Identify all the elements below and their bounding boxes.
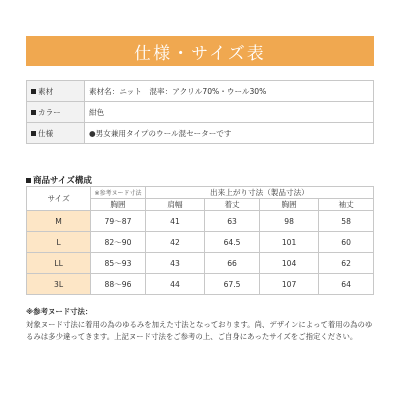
size-cell: M (27, 211, 91, 232)
size-column-header: サイズ (27, 187, 91, 211)
table-cell: 67.5 (205, 274, 260, 295)
spec-value-material: 素材名：ニット 混率：アクリル70%・ウール30% (85, 81, 374, 102)
note-title: ※参考ヌード寸法： (26, 307, 93, 316)
table-cell: 101 (259, 232, 318, 253)
column-header: 着丈 (205, 199, 260, 211)
spec-value-spec: ●男女兼用タイプのウール混セーターです (85, 123, 374, 144)
table-row (27, 211, 374, 232)
table-cell: 41 (145, 211, 204, 232)
table-cell: 79〜87 (91, 211, 146, 232)
column-header: 肩幅 (145, 199, 204, 211)
size-cell: LL (27, 253, 91, 274)
finished-measure-header: 出来上がり寸法（製品寸法） (145, 187, 373, 199)
table-cell: 43 (145, 253, 204, 274)
table-cell: 63 (205, 211, 260, 232)
spec-row-color (27, 102, 374, 123)
table-row (27, 232, 374, 253)
table-cell: 85〜93 (91, 253, 146, 274)
spec-table (26, 80, 374, 144)
table-cell: 44 (145, 274, 204, 295)
table-cell: 104 (259, 253, 318, 274)
page-title (26, 36, 374, 66)
table-cell: 82〜90 (91, 232, 146, 253)
table-cell: 66 (205, 253, 260, 274)
note-text: 対象ヌード寸法に着用の為のゆるみを加えた寸法となっております。尚、デザインによって着用の為のゆるみは多少違ってきます。上記ヌード寸法をご参考の上、ご自身にあったサイズをご指定ください。 (26, 319, 373, 341)
size-table (26, 186, 374, 295)
nude-measure-header: ※参考ヌード寸法 (91, 187, 146, 199)
table-cell: 107 (259, 274, 318, 295)
table-cell: 88〜96 (91, 274, 146, 295)
page-title-text: 仕様・サイズ表 (134, 43, 266, 64)
column-header: 胸囲 (259, 199, 318, 211)
square-bullet-icon (31, 89, 36, 94)
spec-row-spec (27, 123, 374, 144)
size-section-title (26, 174, 92, 186)
spec-value-color: 紺色 (85, 102, 374, 123)
size-note (26, 306, 374, 344)
column-header: 袖丈 (319, 199, 374, 211)
table-row (27, 274, 374, 295)
table-cell: 60 (319, 232, 374, 253)
table-cell: 98 (259, 211, 318, 232)
square-bullet-icon (31, 131, 36, 136)
column-header: 胸囲 (91, 199, 146, 211)
size-header-row (27, 187, 374, 199)
size-cell: 3L (27, 274, 91, 295)
table-cell: 64.5 (205, 232, 260, 253)
spec-row-material (27, 81, 374, 102)
table-cell: 64 (319, 274, 374, 295)
table-cell: 62 (319, 253, 374, 274)
square-bullet-icon (26, 178, 31, 183)
spec-label-color: カラー (38, 107, 61, 117)
table-cell: 58 (319, 211, 374, 232)
spec-label-material: 素材 (38, 86, 54, 96)
spec-label-spec: 仕様 (38, 128, 54, 138)
size-section-title-text: 商品サイズ構成 (33, 176, 92, 186)
square-bullet-icon (31, 110, 36, 115)
table-cell: 42 (145, 232, 204, 253)
table-row (27, 253, 374, 274)
size-cell: L (27, 232, 91, 253)
